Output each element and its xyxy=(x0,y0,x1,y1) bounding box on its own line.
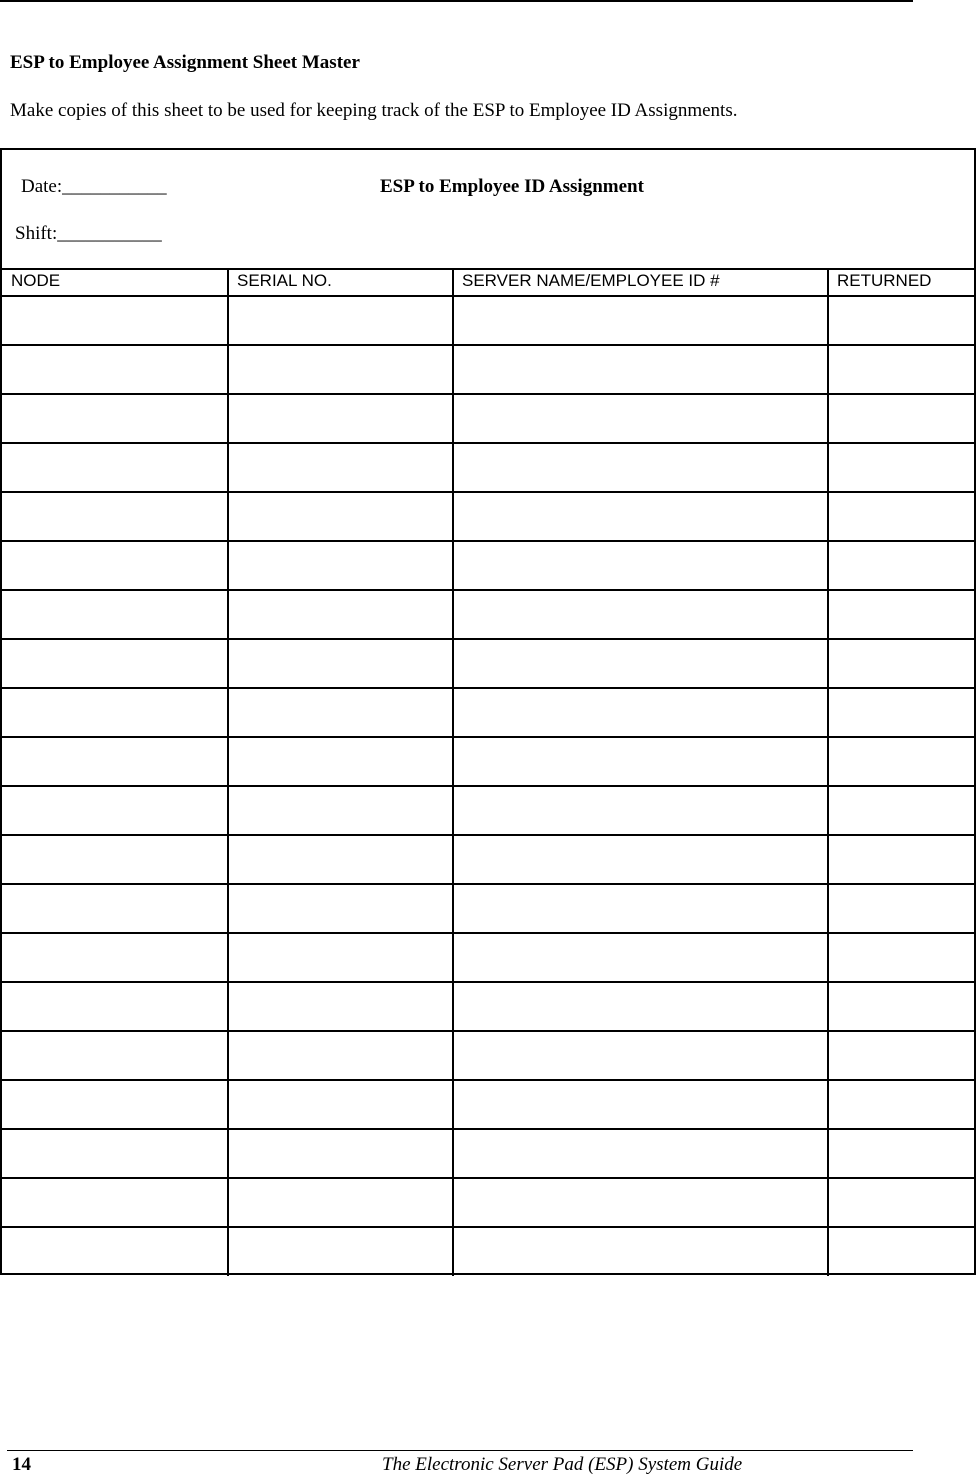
table-row xyxy=(2,835,974,884)
table-row xyxy=(2,492,974,541)
date-field: Date:___________ xyxy=(21,176,167,197)
table-row xyxy=(2,394,974,443)
serial-no-cell xyxy=(228,492,453,541)
serial-no-cell xyxy=(228,737,453,786)
returned-cell xyxy=(828,1178,974,1227)
table-row xyxy=(2,982,974,1031)
table-row xyxy=(2,541,974,590)
node-cell xyxy=(2,345,228,394)
footer-rule xyxy=(7,1450,913,1451)
sheet-heading: ESP to Employee ID Assignment xyxy=(380,176,644,197)
top-rule xyxy=(0,0,913,2)
returned-cell xyxy=(828,1031,974,1080)
node-cell xyxy=(2,688,228,737)
serial-no-cell xyxy=(228,982,453,1031)
node-cell xyxy=(2,492,228,541)
node-cell xyxy=(2,786,228,835)
server-name-employee-id-cell xyxy=(453,541,828,590)
table-row xyxy=(2,590,974,639)
column-header-server-name-employee-id: SERVER NAME/EMPLOYEE ID # xyxy=(453,270,828,296)
table-row xyxy=(2,737,974,786)
returned-cell xyxy=(828,884,974,933)
node-cell xyxy=(2,443,228,492)
server-name-employee-id-cell xyxy=(453,737,828,786)
serial-no-cell xyxy=(228,835,453,884)
table-row xyxy=(2,1227,974,1276)
server-name-employee-id-cell xyxy=(453,1080,828,1129)
returned-cell xyxy=(828,786,974,835)
server-name-employee-id-cell xyxy=(453,1178,828,1227)
table-row xyxy=(2,443,974,492)
returned-cell xyxy=(828,345,974,394)
returned-cell xyxy=(828,737,974,786)
server-name-employee-id-cell xyxy=(453,492,828,541)
returned-cell xyxy=(828,688,974,737)
serial-no-cell xyxy=(228,884,453,933)
table-header-row xyxy=(2,270,974,296)
server-name-employee-id-cell xyxy=(453,786,828,835)
serial-no-cell xyxy=(228,590,453,639)
serial-no-cell xyxy=(228,933,453,982)
serial-no-cell xyxy=(228,1227,453,1276)
node-cell xyxy=(2,394,228,443)
server-name-employee-id-cell xyxy=(453,835,828,884)
server-name-employee-id-cell xyxy=(453,884,828,933)
node-cell xyxy=(2,1129,228,1178)
node-cell xyxy=(2,541,228,590)
column-header-returned: RETURNED xyxy=(828,270,974,296)
sheet-header xyxy=(2,150,974,270)
serial-no-cell xyxy=(228,541,453,590)
server-name-employee-id-cell xyxy=(453,1031,828,1080)
node-cell xyxy=(2,933,228,982)
serial-no-cell xyxy=(228,639,453,688)
returned-cell xyxy=(828,639,974,688)
returned-cell xyxy=(828,492,974,541)
returned-cell xyxy=(828,296,974,345)
table-row xyxy=(2,639,974,688)
document-title: ESP to Employee Assignment Sheet Master xyxy=(10,52,360,73)
server-name-employee-id-cell xyxy=(453,1227,828,1276)
node-cell xyxy=(2,1178,228,1227)
table-row xyxy=(2,345,974,394)
page-number: 14 xyxy=(12,1454,31,1475)
node-cell xyxy=(2,1227,228,1276)
table-row xyxy=(2,296,974,345)
serial-no-cell xyxy=(228,296,453,345)
serial-no-cell xyxy=(228,345,453,394)
assignment-table xyxy=(2,270,974,1276)
server-name-employee-id-cell xyxy=(453,345,828,394)
table-body xyxy=(2,296,974,1276)
server-name-employee-id-cell xyxy=(453,982,828,1031)
server-name-employee-id-cell xyxy=(453,443,828,492)
node-cell xyxy=(2,590,228,639)
returned-cell xyxy=(828,982,974,1031)
returned-cell xyxy=(828,590,974,639)
returned-cell xyxy=(828,394,974,443)
serial-no-cell xyxy=(228,1031,453,1080)
returned-cell xyxy=(828,1080,974,1129)
server-name-employee-id-cell xyxy=(453,296,828,345)
server-name-employee-id-cell xyxy=(453,590,828,639)
serial-no-cell xyxy=(228,1178,453,1227)
table-row xyxy=(2,786,974,835)
table-row xyxy=(2,1031,974,1080)
assignment-sheet xyxy=(0,148,976,1275)
returned-cell xyxy=(828,835,974,884)
node-cell xyxy=(2,639,228,688)
node-cell xyxy=(2,884,228,933)
column-header-node: NODE xyxy=(2,270,228,296)
server-name-employee-id-cell xyxy=(453,1129,828,1178)
node-cell xyxy=(2,737,228,786)
server-name-employee-id-cell xyxy=(453,639,828,688)
serial-no-cell xyxy=(228,1080,453,1129)
returned-cell xyxy=(828,933,974,982)
table-row xyxy=(2,933,974,982)
returned-cell xyxy=(828,541,974,590)
table-row xyxy=(2,884,974,933)
serial-no-cell xyxy=(228,443,453,492)
document-intro: Make copies of this sheet to be used for keeping track of the ESP to Employee ID Assignments. xyxy=(10,100,738,121)
returned-cell xyxy=(828,1227,974,1276)
column-header-serial-no: SERIAL NO. xyxy=(228,270,453,296)
server-name-employee-id-cell xyxy=(453,933,828,982)
returned-cell xyxy=(828,443,974,492)
table-row xyxy=(2,1129,974,1178)
guide-title: The Electronic Server Pad (ESP) System Guide xyxy=(382,1454,743,1475)
serial-no-cell xyxy=(228,1129,453,1178)
table-row xyxy=(2,1178,974,1227)
node-cell xyxy=(2,982,228,1031)
serial-no-cell xyxy=(228,688,453,737)
serial-no-cell xyxy=(228,394,453,443)
returned-cell xyxy=(828,1129,974,1178)
node-cell xyxy=(2,296,228,345)
table-row xyxy=(2,688,974,737)
shift-field: Shift:___________ xyxy=(15,223,162,244)
server-name-employee-id-cell xyxy=(453,394,828,443)
node-cell xyxy=(2,835,228,884)
serial-no-cell xyxy=(228,786,453,835)
table-row xyxy=(2,1080,974,1129)
server-name-employee-id-cell xyxy=(453,688,828,737)
node-cell xyxy=(2,1031,228,1080)
node-cell xyxy=(2,1080,228,1129)
